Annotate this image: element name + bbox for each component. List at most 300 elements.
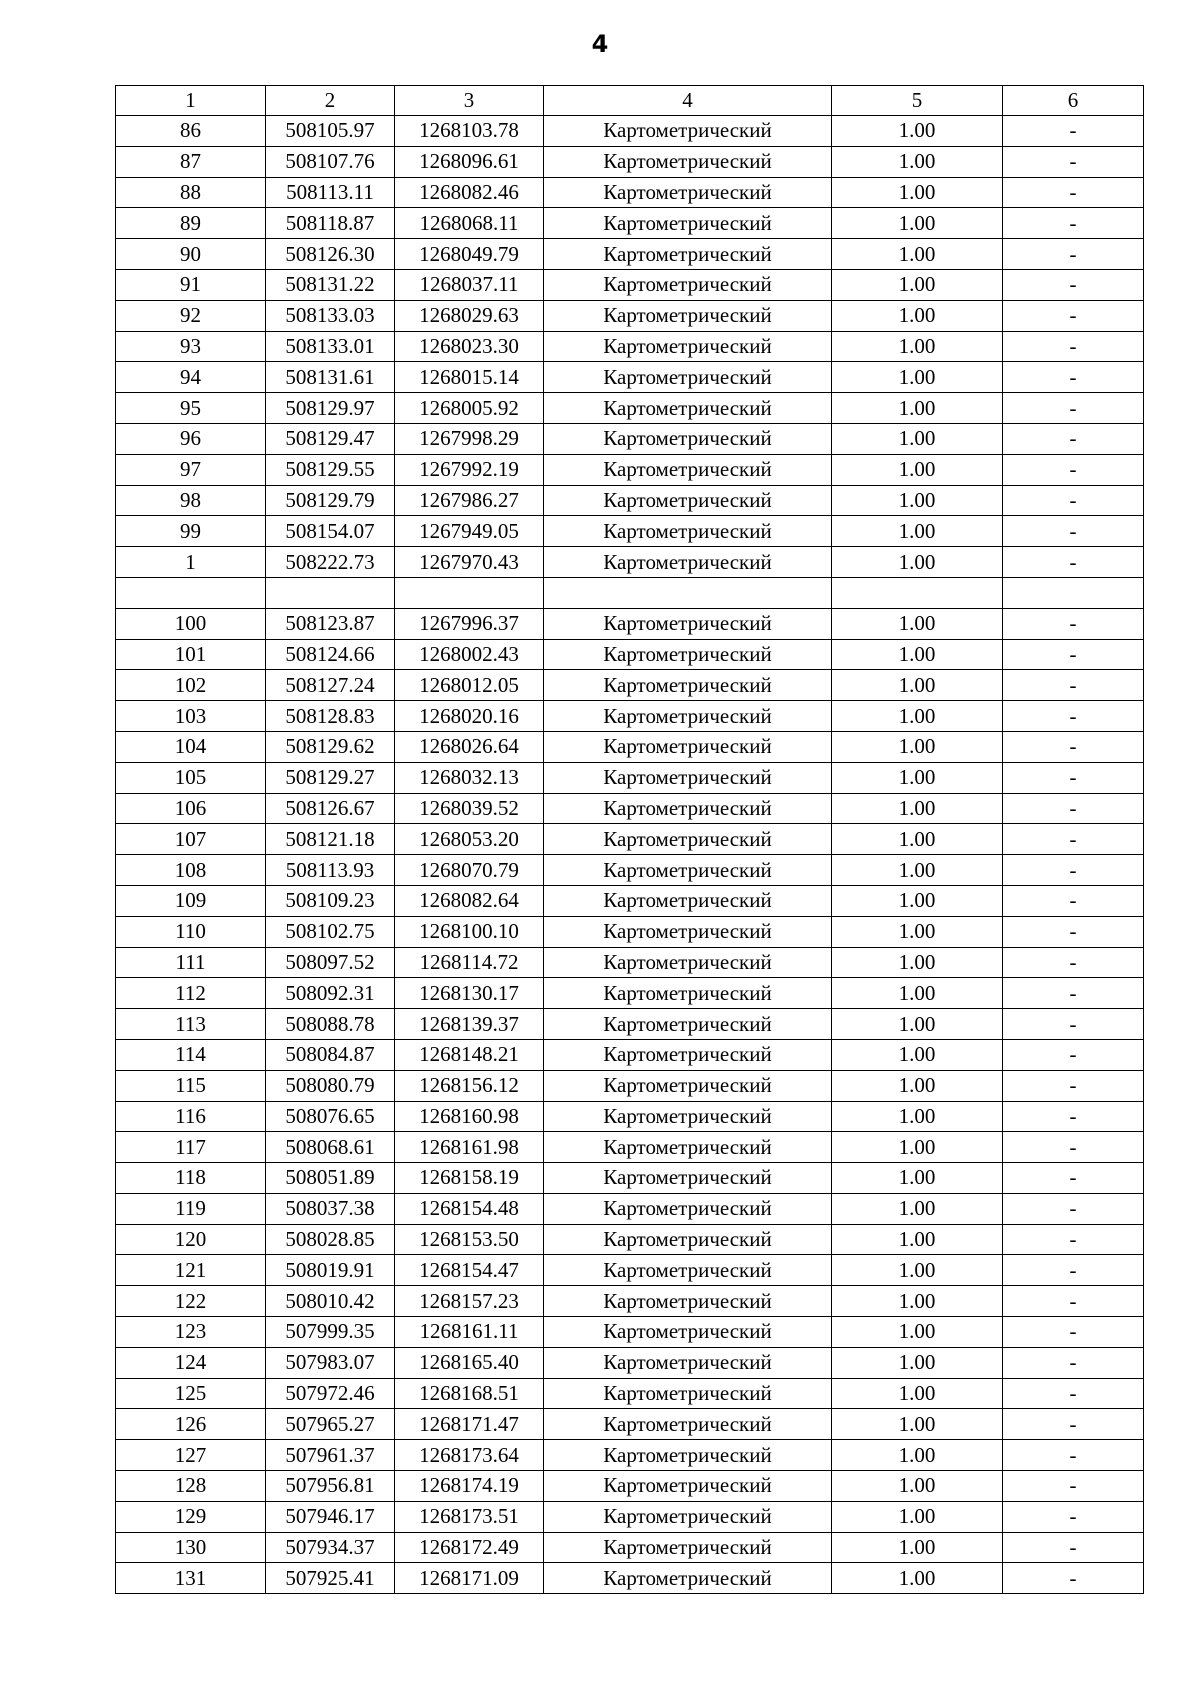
y-coordinate-cell: 1268070.79 [395, 855, 544, 886]
table-row [116, 577, 1144, 608]
y-coordinate-cell: 1267970.43 [395, 547, 544, 578]
y-coordinate-cell: 1268026.64 [395, 731, 544, 762]
accuracy-cell: 1.00 [832, 1224, 1003, 1255]
x-coordinate-cell: 508133.01 [266, 331, 395, 362]
x-coordinate-cell: 508113.11 [266, 177, 395, 208]
x-coordinate-cell: 508088.78 [266, 1009, 395, 1040]
method-cell: Картометрический [544, 1163, 832, 1194]
table-row [116, 855, 1144, 886]
y-coordinate-cell: 1268161.98 [395, 1132, 544, 1163]
accuracy-cell: 1.00 [832, 1347, 1003, 1378]
table-row [116, 1255, 1144, 1286]
note-cell [1003, 577, 1144, 608]
method-cell: Картометрический [544, 331, 832, 362]
y-coordinate-cell: 1268173.64 [395, 1440, 544, 1471]
accuracy-cell: 1.00 [832, 639, 1003, 670]
method-cell: Картометрический [544, 947, 832, 978]
x-coordinate-cell: 508080.79 [266, 1070, 395, 1101]
y-coordinate-cell: 1268039.52 [395, 793, 544, 824]
accuracy-cell: 1.00 [832, 239, 1003, 270]
method-cell: Картометрический [544, 1039, 832, 1070]
y-coordinate-cell: 1268103.78 [395, 116, 544, 147]
method-cell [544, 577, 832, 608]
x-coordinate-cell: 507946.17 [266, 1501, 395, 1532]
note-cell: - [1003, 1563, 1144, 1594]
table-row [116, 1193, 1144, 1224]
point-number-cell: 97 [116, 454, 266, 485]
accuracy-cell: 1.00 [832, 1039, 1003, 1070]
x-coordinate-cell: 507965.27 [266, 1409, 395, 1440]
x-coordinate-cell: 508127.24 [266, 670, 395, 701]
table-row [116, 885, 1144, 916]
x-coordinate-cell: 508113.93 [266, 855, 395, 886]
point-number-cell: 88 [116, 177, 266, 208]
note-cell: - [1003, 885, 1144, 916]
coordinates-table [115, 85, 1144, 1594]
point-number-cell: 93 [116, 331, 266, 362]
point-number-cell: 104 [116, 731, 266, 762]
accuracy-cell: 1.00 [832, 300, 1003, 331]
note-cell: - [1003, 1317, 1144, 1348]
x-coordinate-cell: 508068.61 [266, 1132, 395, 1163]
method-cell: Картометрический [544, 393, 832, 424]
x-coordinate-cell: 508107.76 [266, 146, 395, 177]
accuracy-cell: 1.00 [832, 1440, 1003, 1471]
method-cell: Картометрический [544, 1440, 832, 1471]
table-row [116, 393, 1144, 424]
x-coordinate-cell: 508105.97 [266, 116, 395, 147]
y-coordinate-cell: 1268023.30 [395, 331, 544, 362]
note-cell: - [1003, 916, 1144, 947]
method-cell: Картометрический [544, 454, 832, 485]
x-coordinate-cell: 508222.73 [266, 547, 395, 578]
y-coordinate-cell: 1268029.63 [395, 300, 544, 331]
column-header: 4 [544, 86, 832, 116]
accuracy-cell: 1.00 [832, 1286, 1003, 1317]
y-coordinate-cell: 1268068.11 [395, 208, 544, 239]
note-cell: - [1003, 1471, 1144, 1502]
accuracy-cell: 1.00 [832, 1532, 1003, 1563]
table-row [116, 1532, 1144, 1563]
x-coordinate-cell: 508129.79 [266, 485, 395, 516]
point-number-cell: 129 [116, 1501, 266, 1532]
y-coordinate-cell [395, 577, 544, 608]
y-coordinate-cell: 1267992.19 [395, 454, 544, 485]
method-cell: Картометрический [544, 1563, 832, 1594]
point-number-cell: 108 [116, 855, 266, 886]
x-coordinate-cell: 508051.89 [266, 1163, 395, 1194]
point-number-cell: 122 [116, 1286, 266, 1317]
method-cell: Картометрический [544, 1224, 832, 1255]
y-coordinate-cell: 1267998.29 [395, 423, 544, 454]
note-cell: - [1003, 1409, 1144, 1440]
accuracy-cell: 1.00 [832, 978, 1003, 1009]
note-cell: - [1003, 516, 1144, 547]
x-coordinate-cell: 508019.91 [266, 1255, 395, 1286]
table-row [116, 1039, 1144, 1070]
table-row [116, 177, 1144, 208]
y-coordinate-cell: 1268053.20 [395, 824, 544, 855]
note-cell: - [1003, 1101, 1144, 1132]
table-row [116, 1101, 1144, 1132]
point-number-cell: 128 [116, 1471, 266, 1502]
y-coordinate-cell: 1268082.64 [395, 885, 544, 916]
x-coordinate-cell: 507983.07 [266, 1347, 395, 1378]
accuracy-cell: 1.00 [832, 762, 1003, 793]
x-coordinate-cell: 508131.61 [266, 362, 395, 393]
note-cell: - [1003, 855, 1144, 886]
y-coordinate-cell: 1268002.43 [395, 639, 544, 670]
table-row [116, 269, 1144, 300]
table-row [116, 1070, 1144, 1101]
accuracy-cell: 1.00 [832, 485, 1003, 516]
accuracy-cell: 1.00 [832, 116, 1003, 147]
x-coordinate-cell: 508129.97 [266, 393, 395, 424]
point-number-cell: 92 [116, 300, 266, 331]
point-number-cell: 110 [116, 916, 266, 947]
accuracy-cell: 1.00 [832, 947, 1003, 978]
point-number-cell: 127 [116, 1440, 266, 1471]
method-cell: Картометрический [544, 701, 832, 732]
accuracy-cell: 1.00 [832, 1193, 1003, 1224]
accuracy-cell: 1.00 [832, 1101, 1003, 1132]
accuracy-cell: 1.00 [832, 608, 1003, 639]
accuracy-cell: 1.00 [832, 824, 1003, 855]
table-row [116, 208, 1144, 239]
x-coordinate-cell: 508129.47 [266, 423, 395, 454]
y-coordinate-cell: 1268160.98 [395, 1101, 544, 1132]
point-number-cell: 96 [116, 423, 266, 454]
x-coordinate-cell: 508128.83 [266, 701, 395, 732]
x-coordinate-cell: 508129.27 [266, 762, 395, 793]
x-coordinate-cell: 508037.38 [266, 1193, 395, 1224]
method-cell: Картометрический [544, 855, 832, 886]
method-cell: Картометрический [544, 1193, 832, 1224]
method-cell: Картометрический [544, 1501, 832, 1532]
y-coordinate-cell: 1268168.51 [395, 1378, 544, 1409]
table-row [116, 1563, 1144, 1594]
point-number-cell: 94 [116, 362, 266, 393]
x-coordinate-cell: 507972.46 [266, 1378, 395, 1409]
x-coordinate-cell: 508097.52 [266, 947, 395, 978]
y-coordinate-cell: 1268100.10 [395, 916, 544, 947]
accuracy-cell: 1.00 [832, 793, 1003, 824]
point-number-cell: 98 [116, 485, 266, 516]
accuracy-cell: 1.00 [832, 1009, 1003, 1040]
method-cell: Картометрический [544, 177, 832, 208]
point-number-cell: 95 [116, 393, 266, 424]
x-coordinate-cell: 507999.35 [266, 1317, 395, 1348]
point-number-cell: 107 [116, 824, 266, 855]
y-coordinate-cell: 1268171.09 [395, 1563, 544, 1594]
method-cell: Картометрический [544, 793, 832, 824]
note-cell: - [1003, 824, 1144, 855]
table-row [116, 1317, 1144, 1348]
note-cell: - [1003, 362, 1144, 393]
note-cell: - [1003, 1378, 1144, 1409]
method-cell: Картометрический [544, 1255, 832, 1286]
accuracy-cell: 1.00 [832, 454, 1003, 485]
table-row [116, 300, 1144, 331]
x-coordinate-cell: 508084.87 [266, 1039, 395, 1070]
x-coordinate-cell: 508010.42 [266, 1286, 395, 1317]
point-number-cell: 90 [116, 239, 266, 270]
y-coordinate-cell: 1268130.17 [395, 978, 544, 1009]
y-coordinate-cell: 1268032.13 [395, 762, 544, 793]
column-header: 6 [1003, 86, 1144, 116]
y-coordinate-cell: 1268012.05 [395, 670, 544, 701]
point-number-cell: 86 [116, 116, 266, 147]
note-cell: - [1003, 1347, 1144, 1378]
table-row [116, 362, 1144, 393]
note-cell: - [1003, 393, 1144, 424]
table-row [116, 793, 1144, 824]
accuracy-cell: 1.00 [832, 1255, 1003, 1286]
y-coordinate-cell: 1268049.79 [395, 239, 544, 270]
y-coordinate-cell: 1268157.23 [395, 1286, 544, 1317]
accuracy-cell: 1.00 [832, 1163, 1003, 1194]
method-cell: Картометрический [544, 269, 832, 300]
table-row [116, 1409, 1144, 1440]
note-cell: - [1003, 423, 1144, 454]
table-row [116, 454, 1144, 485]
y-coordinate-cell: 1268156.12 [395, 1070, 544, 1101]
table-row [116, 1224, 1144, 1255]
point-number-cell: 124 [116, 1347, 266, 1378]
note-cell: - [1003, 1070, 1144, 1101]
x-coordinate-cell: 508126.30 [266, 239, 395, 270]
table-row [116, 1440, 1144, 1471]
table-row [116, 608, 1144, 639]
note-cell: - [1003, 1132, 1144, 1163]
accuracy-cell: 1.00 [832, 516, 1003, 547]
x-coordinate-cell: 508126.67 [266, 793, 395, 824]
accuracy-cell: 1.00 [832, 1409, 1003, 1440]
table-row [116, 978, 1144, 1009]
table-row [116, 1501, 1144, 1532]
point-number-cell: 115 [116, 1070, 266, 1101]
note-cell: - [1003, 1193, 1144, 1224]
point-number-cell: 99 [116, 516, 266, 547]
table-row [116, 1347, 1144, 1378]
x-coordinate-cell: 508109.23 [266, 885, 395, 916]
x-coordinate-cell: 507956.81 [266, 1471, 395, 1502]
method-cell: Картометрический [544, 978, 832, 1009]
method-cell: Картометрический [544, 1317, 832, 1348]
note-cell: - [1003, 239, 1144, 270]
method-cell: Картометрический [544, 1286, 832, 1317]
y-coordinate-cell: 1268172.49 [395, 1532, 544, 1563]
note-cell: - [1003, 1163, 1144, 1194]
accuracy-cell: 1.00 [832, 1563, 1003, 1594]
accuracy-cell: 1.00 [832, 547, 1003, 578]
point-number-cell: 103 [116, 701, 266, 732]
table-row [116, 116, 1144, 147]
note-cell: - [1003, 1286, 1144, 1317]
y-coordinate-cell: 1268161.11 [395, 1317, 544, 1348]
method-cell: Картометрический [544, 1132, 832, 1163]
note-cell: - [1003, 670, 1144, 701]
page-number: 4 [591, 30, 609, 58]
table-row [116, 1009, 1144, 1040]
note-cell: - [1003, 331, 1144, 362]
column-header: 3 [395, 86, 544, 116]
y-coordinate-cell: 1268158.19 [395, 1163, 544, 1194]
accuracy-cell [832, 577, 1003, 608]
x-coordinate-cell: 508129.62 [266, 731, 395, 762]
note-cell: - [1003, 1532, 1144, 1563]
y-coordinate-cell: 1268020.16 [395, 701, 544, 732]
accuracy-cell: 1.00 [832, 331, 1003, 362]
table-row [116, 331, 1144, 362]
table-row [116, 762, 1144, 793]
x-coordinate-cell: 507925.41 [266, 1563, 395, 1594]
x-coordinate-cell: 508118.87 [266, 208, 395, 239]
x-coordinate-cell: 508102.75 [266, 916, 395, 947]
point-number-cell: 120 [116, 1224, 266, 1255]
y-coordinate-cell: 1268096.61 [395, 146, 544, 177]
y-coordinate-cell: 1268171.47 [395, 1409, 544, 1440]
note-cell: - [1003, 1440, 1144, 1471]
method-cell: Картометрический [544, 824, 832, 855]
method-cell: Картометрический [544, 547, 832, 578]
point-number-cell: 106 [116, 793, 266, 824]
method-cell: Картометрический [544, 362, 832, 393]
note-cell: - [1003, 762, 1144, 793]
note-cell: - [1003, 116, 1144, 147]
accuracy-cell: 1.00 [832, 146, 1003, 177]
y-coordinate-cell: 1268154.48 [395, 1193, 544, 1224]
point-number-cell: 119 [116, 1193, 266, 1224]
accuracy-cell: 1.00 [832, 208, 1003, 239]
table-body [116, 116, 1144, 1594]
note-cell: - [1003, 947, 1144, 978]
point-number-cell: 130 [116, 1532, 266, 1563]
method-cell: Картометрический [544, 1101, 832, 1132]
note-cell: - [1003, 639, 1144, 670]
point-number-cell: 91 [116, 269, 266, 300]
x-coordinate-cell: 508131.22 [266, 269, 395, 300]
y-coordinate-cell: 1268037.11 [395, 269, 544, 300]
x-coordinate-cell: 508129.55 [266, 454, 395, 485]
point-number-cell: 102 [116, 670, 266, 701]
x-coordinate-cell: 508028.85 [266, 1224, 395, 1255]
accuracy-cell: 1.00 [832, 1317, 1003, 1348]
table-header-row [116, 86, 1144, 116]
x-coordinate-cell: 508121.18 [266, 824, 395, 855]
y-coordinate-cell: 1268154.47 [395, 1255, 544, 1286]
method-cell: Картометрический [544, 300, 832, 331]
y-coordinate-cell: 1268173.51 [395, 1501, 544, 1532]
x-coordinate-cell: 508154.07 [266, 516, 395, 547]
y-coordinate-cell: 1268005.92 [395, 393, 544, 424]
table-row [116, 824, 1144, 855]
table-row [116, 1132, 1144, 1163]
point-number-cell: 113 [116, 1009, 266, 1040]
x-coordinate-cell: 508076.65 [266, 1101, 395, 1132]
point-number-cell: 1 [116, 547, 266, 578]
method-cell: Картометрический [544, 608, 832, 639]
point-number-cell: 111 [116, 947, 266, 978]
accuracy-cell: 1.00 [832, 393, 1003, 424]
note-cell: - [1003, 177, 1144, 208]
y-coordinate-cell: 1267996.37 [395, 608, 544, 639]
accuracy-cell: 1.00 [832, 177, 1003, 208]
method-cell: Картометрический [544, 762, 832, 793]
x-coordinate-cell: 507961.37 [266, 1440, 395, 1471]
accuracy-cell: 1.00 [832, 670, 1003, 701]
y-coordinate-cell: 1268153.50 [395, 1224, 544, 1255]
note-cell: - [1003, 1009, 1144, 1040]
accuracy-cell: 1.00 [832, 855, 1003, 886]
note-cell: - [1003, 1039, 1144, 1070]
y-coordinate-cell: 1267949.05 [395, 516, 544, 547]
point-number-cell: 100 [116, 608, 266, 639]
column-header: 2 [266, 86, 395, 116]
note-cell: - [1003, 978, 1144, 1009]
x-coordinate-cell [266, 577, 395, 608]
note-cell: - [1003, 269, 1144, 300]
accuracy-cell: 1.00 [832, 916, 1003, 947]
accuracy-cell: 1.00 [832, 1132, 1003, 1163]
accuracy-cell: 1.00 [832, 1378, 1003, 1409]
point-number-cell: 89 [116, 208, 266, 239]
table-row [116, 516, 1144, 547]
method-cell: Картометрический [544, 916, 832, 947]
method-cell: Картометрический [544, 670, 832, 701]
table-row [116, 1378, 1144, 1409]
y-coordinate-cell: 1268174.19 [395, 1471, 544, 1502]
point-number-cell: 117 [116, 1132, 266, 1163]
accuracy-cell: 1.00 [832, 1501, 1003, 1532]
note-cell: - [1003, 731, 1144, 762]
table-row [116, 1163, 1144, 1194]
method-cell: Картометрический [544, 885, 832, 916]
point-number-cell: 123 [116, 1317, 266, 1348]
point-number-cell: 114 [116, 1039, 266, 1070]
table-row [116, 239, 1144, 270]
accuracy-cell: 1.00 [832, 731, 1003, 762]
method-cell: Картометрический [544, 208, 832, 239]
y-coordinate-cell: 1268015.14 [395, 362, 544, 393]
point-number-cell: 121 [116, 1255, 266, 1286]
note-cell: - [1003, 701, 1144, 732]
method-cell: Картометрический [544, 1409, 832, 1440]
note-cell: - [1003, 300, 1144, 331]
table-row [116, 1286, 1144, 1317]
table-row [116, 423, 1144, 454]
note-cell: - [1003, 793, 1144, 824]
note-cell: - [1003, 146, 1144, 177]
point-number-cell: 109 [116, 885, 266, 916]
accuracy-cell: 1.00 [832, 1471, 1003, 1502]
method-cell: Картометрический [544, 639, 832, 670]
accuracy-cell: 1.00 [832, 1070, 1003, 1101]
point-number-cell: 126 [116, 1409, 266, 1440]
method-cell: Картометрический [544, 516, 832, 547]
point-number-cell: 116 [116, 1101, 266, 1132]
x-coordinate-cell: 508133.03 [266, 300, 395, 331]
point-number-cell: 87 [116, 146, 266, 177]
note-cell: - [1003, 547, 1144, 578]
method-cell: Картометрический [544, 1471, 832, 1502]
note-cell: - [1003, 485, 1144, 516]
method-cell: Картометрический [544, 731, 832, 762]
method-cell: Картометрический [544, 146, 832, 177]
method-cell: Картометрический [544, 239, 832, 270]
table-row [116, 916, 1144, 947]
method-cell: Картометрический [544, 1070, 832, 1101]
